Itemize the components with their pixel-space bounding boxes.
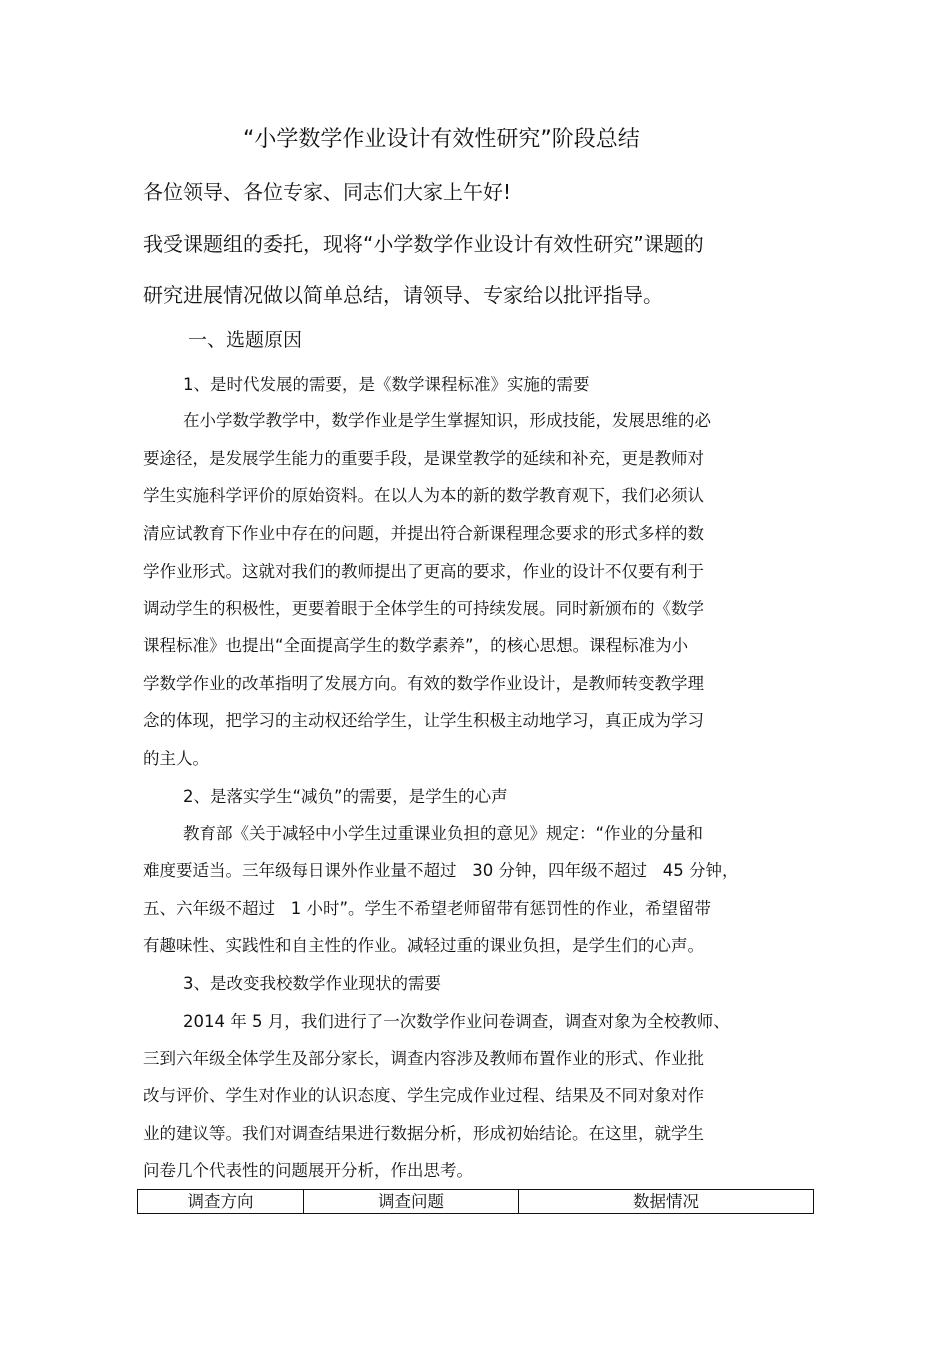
table-header-row xyxy=(138,1190,814,1214)
paragraph-line: 清应试教育下作业中存在的问题，并提出符合新课程理念要求的形式多样的数 xyxy=(143,524,704,543)
paragraph-line: 五、六年级不超过 1 小时”。学生不希望老师留带有惩罚性的作业，希望留带 xyxy=(143,899,712,918)
paragraph-line: 三到六年级全体学生及部分家长，调查内容涉及教师布置作业的形式、作业批 xyxy=(143,1049,704,1068)
paragraph-line: 课程标准》也提出“全面提高学生的数学素养”，的核心思想。课程标准为小 xyxy=(143,636,689,655)
subsection-heading: 3、是改变我校数学作业现状的需要 xyxy=(183,974,441,993)
paragraph-line: 2014 年 5 月，我们进行了一次数学作业问卷调查，调查对象为全校教师、 xyxy=(183,1012,730,1031)
paragraph-line: 学作业形式。这就对我们的教师提出了更高的要求，作业的设计不仅要有利于 xyxy=(143,562,704,581)
subsection-heading: 1、是时代发展的需要，是《数学课程标准》实施的需要 xyxy=(183,375,590,394)
paragraph-line: 问卷几个代表性的问题展开分析，作出思考。 xyxy=(143,1161,473,1180)
document-title: “小学数学作业设计有效性研究”阶段总结 xyxy=(243,127,640,152)
table-header-cell: 调查问题 xyxy=(304,1190,519,1214)
survey-table xyxy=(137,1189,814,1214)
paragraph-line: 改与评价、学生对作业的认识态度、学生完成作业过程、结果及不同对象对作 xyxy=(143,1086,704,1105)
paragraph-line: 学生实施科学评价的原始资料。在以人为本的新的数学教育观下，我们必须认 xyxy=(143,486,704,505)
table-header-cell: 数据情况 xyxy=(519,1190,814,1214)
paragraph-line: 的主人。 xyxy=(143,749,209,768)
paragraph-line: 要途径，是发展学生能力的重要手段，是课堂教学的延续和补充，更是教师对 xyxy=(143,449,704,468)
table-header-cell: 调查方向 xyxy=(138,1190,304,1214)
subsection-heading: 2、是落实学生“减负”的需要，是学生的心声 xyxy=(183,787,508,806)
paragraph-line: 教育部《关于减轻中小学生过重课业负担的意见》规定：“作业的分量和 xyxy=(183,824,704,843)
paragraph-line: 念的体现，把学习的主动权还给学生，让学生积极主动地学习，真正成为学习 xyxy=(143,711,704,730)
paragraph-line: 在小学数学教学中，数学作业是学生掌握知识，形成技能，发展思维的必 xyxy=(183,411,711,430)
paragraph-line: 调动学生的积极性，更要着眼于全体学生的可持续发展。同时新颁布的《数学 xyxy=(143,599,704,618)
intro-line: 研究进展情况做以简单总结，请领导、专家给以批评指导。 xyxy=(143,283,663,307)
paragraph-line: 业的建议等。我们对调查结果进行数据分析，形成初始结论。在这里，就学生 xyxy=(143,1124,704,1143)
greeting-line: 各位领导、各位专家、同志们大家上午好! xyxy=(143,180,512,204)
section-heading: 一、选题原因 xyxy=(188,329,303,351)
intro-line: 我受课题组的委托，现将“小学数学作业设计有效性研究”课题的 xyxy=(143,232,704,256)
paragraph-line: 学数学作业的改革指明了发展方向。有效的数学作业设计，是教师转变教学理 xyxy=(143,674,704,693)
paragraph-line: 难度要适当。三年级每日课外作业量不超过 30 分钟，四年级不超过 45 分钟， xyxy=(143,861,739,880)
paragraph-line: 有趣味性、实践性和自主性的作业。减轻过重的课业负担，是学生们的心声。 xyxy=(143,936,704,955)
